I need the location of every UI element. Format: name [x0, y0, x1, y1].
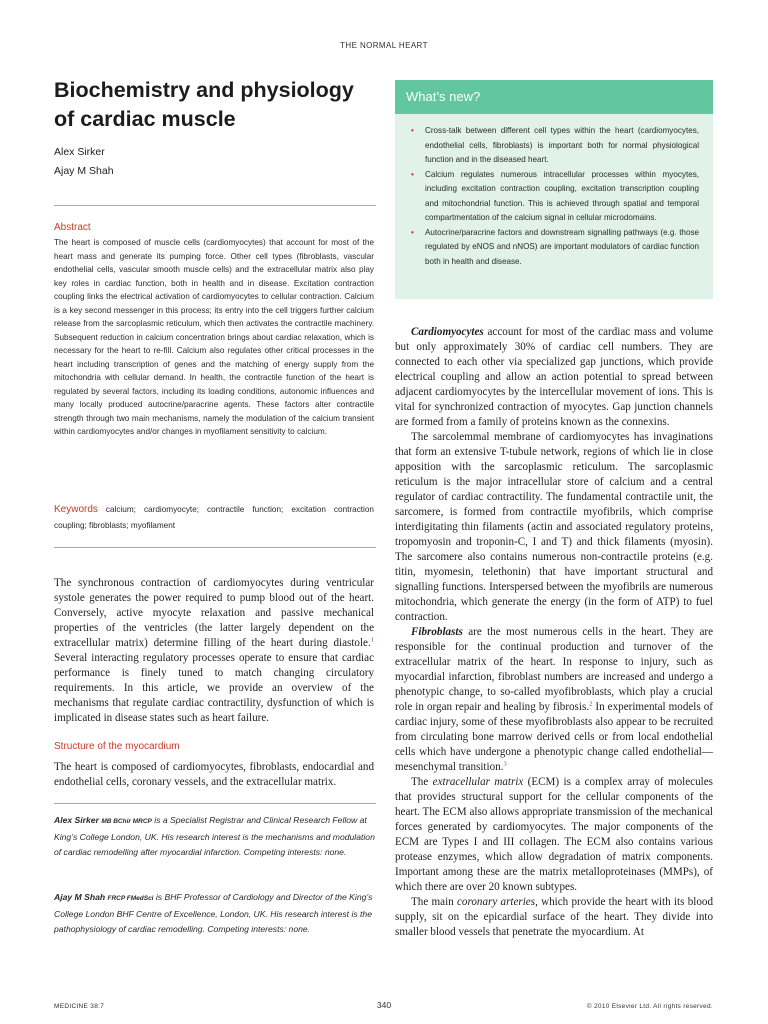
structure-text: The heart is composed of cardiomyocytes, fibroblasts, endocardial and endothelial cells, coronary vessels, and the extracellular matrix. — [54, 761, 374, 788]
term-fibroblasts: Fibroblasts — [411, 626, 463, 638]
intro-paragraph: The synchronous contraction of cardiomyocytes during ventricular systole generates the power required to pump blood out of the heart. Conversely, active myocyte relaxation and passive mechanical properties of the ventricles (the latter largely dependent on the extracellular matrix) determine filling of the heart during diastole. — [54, 577, 374, 649]
footer-page-number: 340 — [376, 1000, 392, 1010]
section-heading-structure: Structure of the myocardium — [54, 741, 180, 752]
bio-2-credentials: FRCP FMedSci — [107, 895, 154, 902]
reference-2[interactable]: 2 — [589, 700, 593, 708]
whats-new-list — [411, 124, 699, 269]
running-header: THE NORMAL HEART — [340, 41, 428, 50]
article-title-line-2: of cardiac muscle — [54, 107, 236, 131]
footer-copyright: © 2010 Elsevier Ltd. All rights reserved. — [586, 1003, 713, 1010]
paragraph-coronary — [395, 895, 713, 940]
author-1: Alex Sirker — [54, 146, 105, 158]
paragraph-text: (ECM) is a complex array of molecules that provides structural support for the cellular components of the heart. The ECM also allows appropriate transmission of the mechanical forces generated by cardiomyocytes. The major components of the ECM are Types I and III collagen. The ECM also contains various protease enzymes, which allow degradation of matrix components. Important among these are the matrix metalloproteinases (MMPs), of which there are over 20 known subtypes. — [395, 776, 713, 893]
paragraph-cardiomyocytes — [395, 325, 713, 430]
bio-1-text: is a Specialist Registrar and Clinical Research Fellow at King’s College London, UK. His research interest is the mechanisms and modulation of cardiac remodelling after myocardial infarction. Competing interests: none. — [54, 815, 375, 857]
paragraph-text: account for most of the cardiac mass and volume but only approximately 30% of cardiac cell numbers. They are connected to each other via specialized gap junctions, which provide electrical coupling and allow an action potential to spread between adjacent cardiomyocytes by the intercellular movement of ions. This is vital for synchronized contraction of myocytes. Gap junction channels are formed from a family of proteins known as the connexins. — [395, 326, 713, 428]
paragraph-text: , which provide the heart with its blood supply, sit on the epicardial surface of the heart. They divide into smaller blood vessels that penetrate the myocardium. At — [395, 896, 714, 938]
reference-3[interactable]: 3 — [503, 760, 507, 768]
footer-journal: MEDICINE 38:7 — [54, 1003, 105, 1010]
bio-2-name: Ajay M Shah — [54, 892, 106, 902]
divider-bio — [54, 803, 376, 804]
bio-1-name: Alex Sirker — [54, 815, 99, 825]
whats-new-item — [411, 226, 699, 270]
keywords-label: Keywords — [54, 504, 98, 515]
whats-new-item-text: Autocrine/paracrine factors and downstream signalling pathways (e.g. those regulated by eNOS and nNOS) are important modulators of cardiac function both in health and disease. — [425, 227, 699, 266]
author-2: Ajay M Shah — [54, 165, 114, 177]
right-column-text — [395, 325, 713, 940]
author-bio-1 — [54, 813, 376, 861]
whats-new-item — [411, 124, 699, 168]
bio-1-credentials: MB BChir MRCP — [101, 818, 152, 825]
author-bio-2 — [54, 890, 376, 938]
whats-new-title: What’s new? — [406, 89, 481, 104]
reference-1[interactable]: 1 — [370, 636, 374, 644]
bullet-icon: • — [411, 169, 414, 179]
keywords-text: calcium; cardiomyocyte; contractile function; excitation contraction coupling; fibroblasts; myofilament — [54, 505, 374, 530]
divider-top — [54, 205, 376, 206]
whats-new-header — [395, 80, 713, 114]
bullet-icon: • — [411, 227, 414, 237]
paragraph-text: The main — [411, 896, 457, 908]
whats-new-item-text: Calcium regulates numerous intracellular processes within myocytes, including excitation contraction coupling, excitation transcription coupling and mitochondrial function. This is achieved through spatial and temporal compartmentation of the calcium signal in cellular microdomains. — [425, 169, 699, 222]
paragraph-ecm — [395, 775, 713, 895]
article-title — [54, 76, 384, 134]
intro-paragraph-2: Several interacting regulatory processes operate to ensure that cardiac performance is finely tuned to match changing circulatory requirements. In this article, we provide an overview of the mechanisms that regulate cardiac contractility, dysfunction of which is implicated in disease states such as heart failure. — [54, 652, 374, 724]
abstract-text: The heart is composed of muscle cells (cardiomyocytes) that account for most of the heart mass and generate its pumping force. Other cell types (fibroblasts, vascular endothelial cells, vascular smooth muscle cells) and the extracellular matrix also play key roles in cardiac function, both in health and in disease. Excitation contraction coupling links the electrical activation of cardiomyocytes to cellular contraction. Calcium is a key second messenger in this process; its entry into the cell triggers further calcium release from the sarcoplasmic reticulum, which then activates the contractile machinery. Subsequent reduction in calcium concentration brings about cardiac relaxation, which is necessary for the heart to re-fill. Calcium also regulates other critical processes in the heart including transcription of genes and the matching of energy supply from the mitochondria with cellular demand. In health, the contractile function of the heart is regulated by several factors, including its loading conditions, autonomic influences and many locally produced autocrine/paracrine agents. These factors alter contractile strength through two main mechanisms, namely the modulation of the calcium transient within cardiomyocytes and/or changes in myofilament sensitivity to calcium. — [54, 238, 374, 436]
bio-2-text: is BHF Professor of Cardiology and Director of the King’s College London BHF Centre of Excellence, London, UK. His research interest is the pathophysiology of cardiac remodelling. Competing interests: none. — [54, 892, 373, 934]
divider-middle — [54, 547, 376, 548]
whats-new-item — [411, 168, 699, 226]
paragraph-sarcolemma — [395, 430, 713, 625]
bullet-icon: • — [411, 126, 414, 135]
article-title-line-1: Biochemistry and physiology — [54, 78, 354, 102]
paragraph-fibroblasts — [395, 625, 713, 775]
term-coronary-arteries: coronary arteries — [457, 896, 536, 908]
paragraph-text: In experimental models of cardiac injury, some of these myofibroblasts also appear to be recruited from circulating bone marrow derived cells or from local endothelial cells which have undergone a phenotypic change called endothelial—mesenchymal transition. — [395, 701, 713, 773]
term-cardiomyocytes: Cardiomyocytes — [411, 326, 484, 338]
paragraph-text: The — [411, 776, 433, 788]
whats-new-item-text: Cross-talk between different cell types within the heart (cardiomyocytes, endothelial cells, fibroblasts) is important both for normal physiological function and in the diseased heart. — [425, 126, 699, 164]
keywords — [54, 502, 374, 533]
intro-text — [54, 576, 374, 726]
paragraph-text: are the most numerous cells in the heart. They are responsible for the continual production and turnover of the extracellular matrix of the heart. In response to injury, such as myocardial infarction, fibroblast numbers are increased and undergo a phenotypic change, to so-called myofibroblasts, which play a crucial role in organ repair and healing by fibrosis. — [395, 626, 713, 713]
abstract-heading: Abstract — [54, 222, 91, 233]
whats-new-box — [395, 80, 713, 299]
term-extracellular-matrix: extracellular matrix — [432, 776, 524, 788]
paragraph-text: The sarcolemmal membrane of cardiomyocytes has invaginations that form an extensive T-tubule network, regions of which lie in close apposition with the sarcoplasmic reticulum. The sarcoplasmic reticulum is the major intracellular store of calcium and a central regulator of cardiac contractility. The fundamental contractile unit, the sarcomere, is formed from contractile myofibrils, which comprise interdigitating thin filaments (actin and associated regulatory proteins, tropomyosin and troponin-C, I and T) and thick filaments (myosin). The sarcomere also contains numerous non-contractile proteins (e.g. titin, myomesin, telethonin) that have important structural and signalling functions. Interspersed between the myofibrils are numerous mitochondria, which generate the energy (in the form of ATP) to fuel contraction. — [395, 431, 713, 623]
